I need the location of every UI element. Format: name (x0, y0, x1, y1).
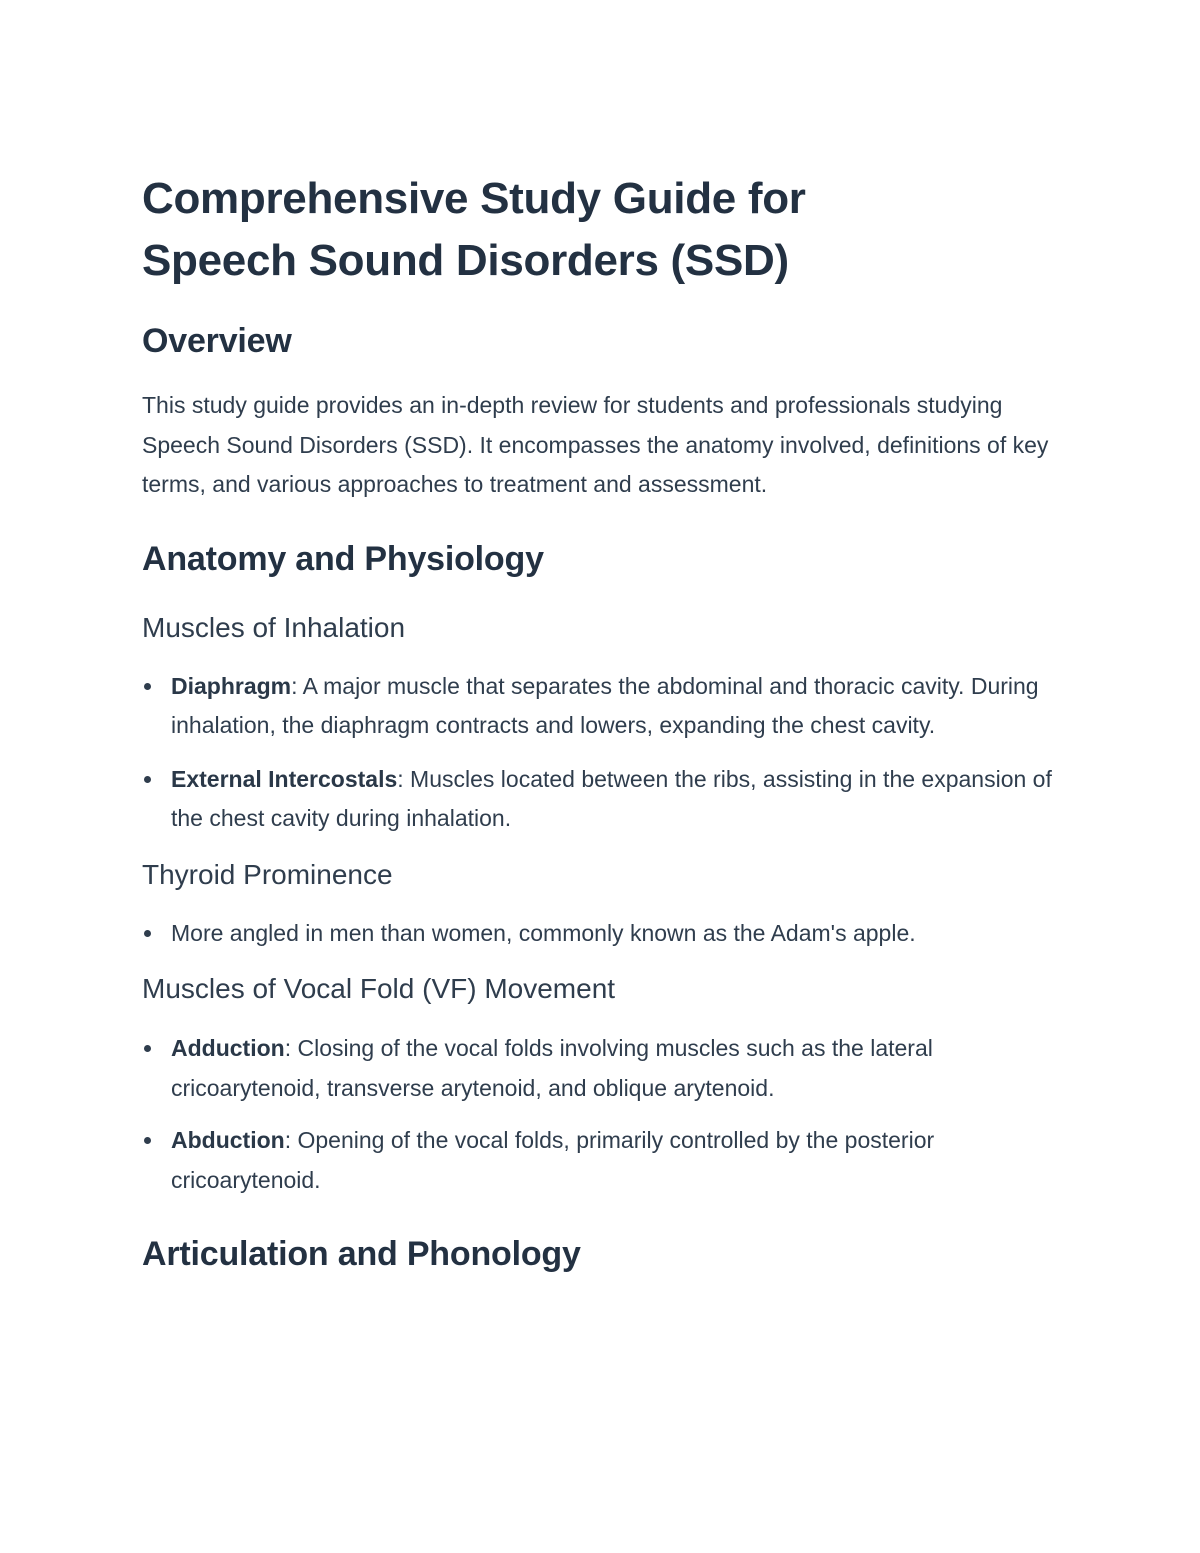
list-item (142, 667, 1062, 746)
bullet-icon (144, 1137, 151, 1144)
inhalation-list (142, 667, 1062, 839)
term-description: : Opening of the vocal folds, primarily controlled by the posterior cricoarytenoid. (171, 1127, 935, 1193)
thyroid-subheading: Thyroid Prominence (142, 858, 393, 890)
thyroid-list (142, 914, 1062, 954)
term-label: Abduction (171, 1127, 285, 1153)
list-item (142, 1121, 1062, 1200)
bullet-icon (144, 930, 151, 937)
overview-paragraph: This study guide provides an in-depth review for students and professionals studying Speech Sound Disorders (SSD). It encompasses the anatomy involved, definitions of key terms, and various approaches to treatment and assessment. (142, 392, 1049, 497)
term-label: Diaphragm (171, 672, 292, 699)
page-title: Comprehensive Study Guide for Speech Sound Disorders (SSD) (142, 174, 806, 285)
vocal-fold-list (142, 1029, 1062, 1200)
articulation-heading: Articulation and Phonology (142, 1235, 581, 1273)
bullet-icon (144, 683, 151, 690)
term-label: Adduction (171, 1035, 285, 1061)
list-item (142, 914, 1062, 954)
list-item (142, 1029, 1062, 1108)
term-description: : Muscles located between the ribs, assisting in the expansion of the chest cavity during inhalation. (171, 765, 1052, 831)
list-item (142, 760, 1062, 839)
term-description: : A major muscle that separates the abdominal and thoracic cavity. During inhalation, the diaphragm contracts and lowers, expanding the chest cavity. (171, 672, 1039, 738)
term-description: : Closing of the vocal folds involving muscles such as the lateral cricoarytenoid, transverse arytenoid, and oblique arytenoid. (171, 1035, 933, 1101)
inhalation-subheading: Muscles of Inhalation (142, 611, 406, 643)
document-page (142, 168, 1062, 1275)
item-text: More angled in men than women, commonly known as the Adam's apple. (171, 919, 916, 946)
anatomy-heading: Anatomy and Physiology (142, 539, 544, 578)
vocal-fold-subheading: Muscles of Vocal Fold (VF) Movement (142, 973, 616, 1004)
bullet-icon (144, 776, 151, 783)
overview-heading: Overview (142, 322, 292, 360)
bullet-icon (144, 1045, 151, 1052)
term-label: External Intercostals (171, 765, 398, 792)
